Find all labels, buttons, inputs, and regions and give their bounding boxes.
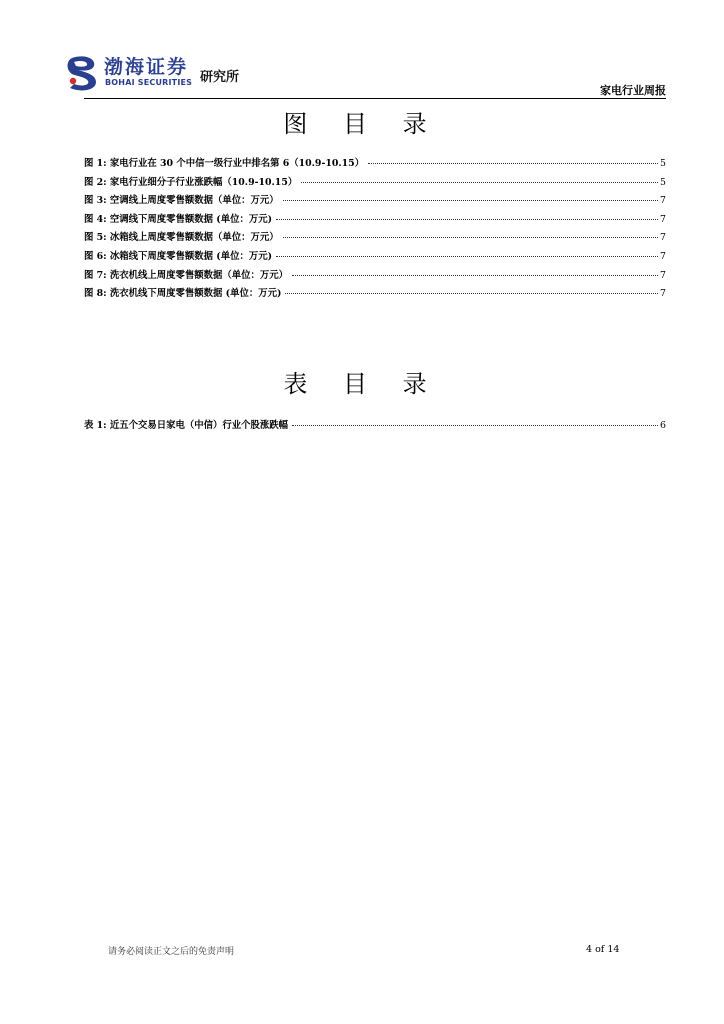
page-indicator: 4 of 14: [586, 944, 620, 955]
toc-entry[interactable]: [84, 174, 666, 193]
toc-entry-page: 5: [660, 176, 666, 188]
toc-entry[interactable]: [84, 155, 666, 174]
toc-entry-label: 图 2: 家电行业细分子行业涨跌幅（10.9-10.15）: [84, 176, 298, 188]
toc-entry[interactable]: [84, 192, 666, 211]
toc-entry[interactable]: [84, 229, 666, 248]
report-type-label: 家电行业周报: [600, 84, 666, 97]
dot-leader: [276, 256, 658, 257]
toc-entry[interactable]: [84, 285, 666, 304]
logo-chinese-name: 渤海证券: [104, 56, 189, 78]
logo-english-name: BOHAI SECURITIES: [105, 78, 193, 87]
toc-entry-page: 5: [660, 158, 666, 169]
toc-entry-label: 图 6: 冰箱线下周度零售额数据 (单位：万元): [84, 250, 273, 262]
company-logo: [66, 52, 266, 94]
bohai-logo-icon: [66, 54, 100, 92]
toc-entry-label: 图 3: 空调线上周度零售额数据（单位：万元）: [84, 195, 279, 207]
dot-leader: [301, 182, 658, 183]
figures-toc-list: [84, 155, 666, 304]
dot-leader: [283, 200, 658, 201]
dot-leader: [292, 425, 658, 426]
tables-toc-title: 表 目 录: [283, 370, 441, 398]
dot-leader: [368, 163, 658, 164]
toc-entry-page: 7: [660, 269, 666, 281]
toc-entry-page: 6: [660, 420, 666, 431]
toc-entry-page: 7: [660, 213, 666, 225]
toc-entry-page: 7: [660, 232, 666, 244]
toc-entry[interactable]: [84, 211, 666, 230]
dot-leader: [276, 219, 658, 220]
toc-entry-label: 图 1: 家电行业在 30 个中信一级行业中排名第 6（10.9-10.15）: [84, 158, 365, 169]
figures-toc-title: 图 目 录: [283, 110, 441, 138]
toc-entry-page: 7: [660, 288, 666, 300]
toc-entry-label: 图 7: 洗衣机线上周度零售额数据（单位：万元）: [84, 269, 289, 281]
toc-entry-label: 表 1: 近五个交易日家电（中信）行业个股涨跌幅: [84, 420, 289, 431]
toc-entry[interactable]: [84, 248, 666, 267]
dot-leader: [285, 293, 658, 294]
toc-entry-label: 图 5: 冰箱线上周度零售额数据（单位：万元）: [84, 232, 279, 244]
toc-entry-page: 7: [660, 195, 666, 207]
toc-entry-label: 图 4: 空调线下周度零售额数据 (单位：万元): [84, 213, 273, 225]
toc-entry[interactable]: [84, 417, 666, 436]
toc-entry[interactable]: [84, 267, 666, 286]
dot-leader: [283, 237, 658, 238]
toc-entry-label: 图 8: 洗衣机线下周度零售额数据 (单位：万元): [84, 288, 282, 300]
toc-entry-page: 7: [660, 250, 666, 262]
tables-toc-list: [84, 417, 666, 436]
dot-leader: [292, 275, 658, 276]
disclaimer-note: 请务必阅读正文之后的免责声明: [108, 947, 235, 957]
institute-label: 研究所: [200, 70, 240, 85]
header-divider: [84, 98, 666, 99]
